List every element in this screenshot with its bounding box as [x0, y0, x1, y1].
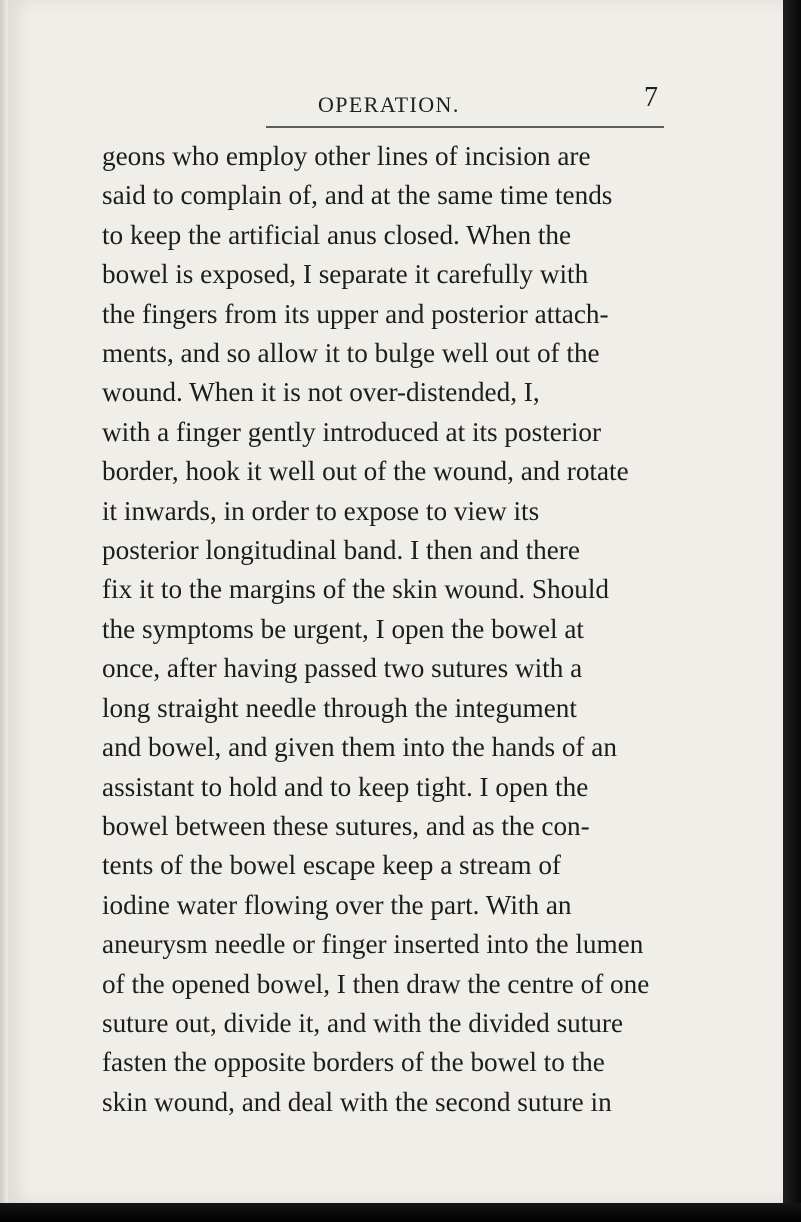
text-line: ments, and so allow it to bulge well out of the — [102, 338, 600, 369]
text-line: the fingers from its upper and posterior attach- — [102, 298, 609, 329]
page-number: 7 — [644, 82, 658, 113]
text-line: assistant to hold and to keep tight. I open the — [102, 771, 589, 802]
header-rule — [266, 126, 664, 128]
text-line: to keep the artificial anus closed. When the — [102, 219, 572, 250]
right-page-edge — [783, 0, 801, 1222]
text-line: said to complain of, and at the same time tends — [102, 180, 613, 211]
text-line: geons who employ other lines of incision are — [102, 141, 591, 171]
text-line: iodine water flowing over the part. With an — [102, 889, 572, 920]
text-line: once, after having passed two sutures with a — [102, 653, 583, 684]
text-line: bowel between these sutures, and as the con- — [102, 810, 590, 841]
text-line: fix it to the margins of the skin wound. Should — [102, 574, 609, 605]
text-line: skin wound, and deal with the second suture in — [102, 1086, 612, 1117]
text-line: bowel is exposed, I separate it carefully with — [102, 259, 589, 290]
text-line: of the opened bowel, I then draw the centre of one — [102, 968, 650, 999]
text-line: border, hook it well out of the wound, and rotate — [102, 456, 629, 487]
text-line: long straight needle through the integument — [102, 692, 577, 723]
running-head: OPERATION. — [318, 92, 460, 117]
bottom-page-edge — [0, 1203, 801, 1222]
text-line: aneurysm needle or finger inserted into the lumen — [102, 929, 644, 960]
body-text — [102, 137, 702, 1122]
text-line: posterior longitudinal band. I then and there — [102, 535, 580, 566]
text-line: tents of the bowel escape keep a stream of — [102, 850, 561, 881]
text-line: fasten the opposite borders of the bowel to the — [102, 1047, 605, 1078]
text-line: with a finger gently introduced at its posterior — [102, 416, 602, 447]
book-page — [8, 0, 784, 1203]
page-header — [8, 0, 784, 140]
text-line: it inwards, in order to expose to view its — [102, 495, 540, 526]
left-page-gutter — [0, 0, 8, 1222]
text-line: wound. When it is not over-distended, I, — [102, 377, 540, 408]
text-line: suture out, divide it, and with the divided suture — [102, 1007, 624, 1038]
text-line: and bowel, and given them into the hands of an — [102, 732, 617, 763]
text-line: the symptoms be urgent, I open the bowel at — [102, 613, 584, 644]
